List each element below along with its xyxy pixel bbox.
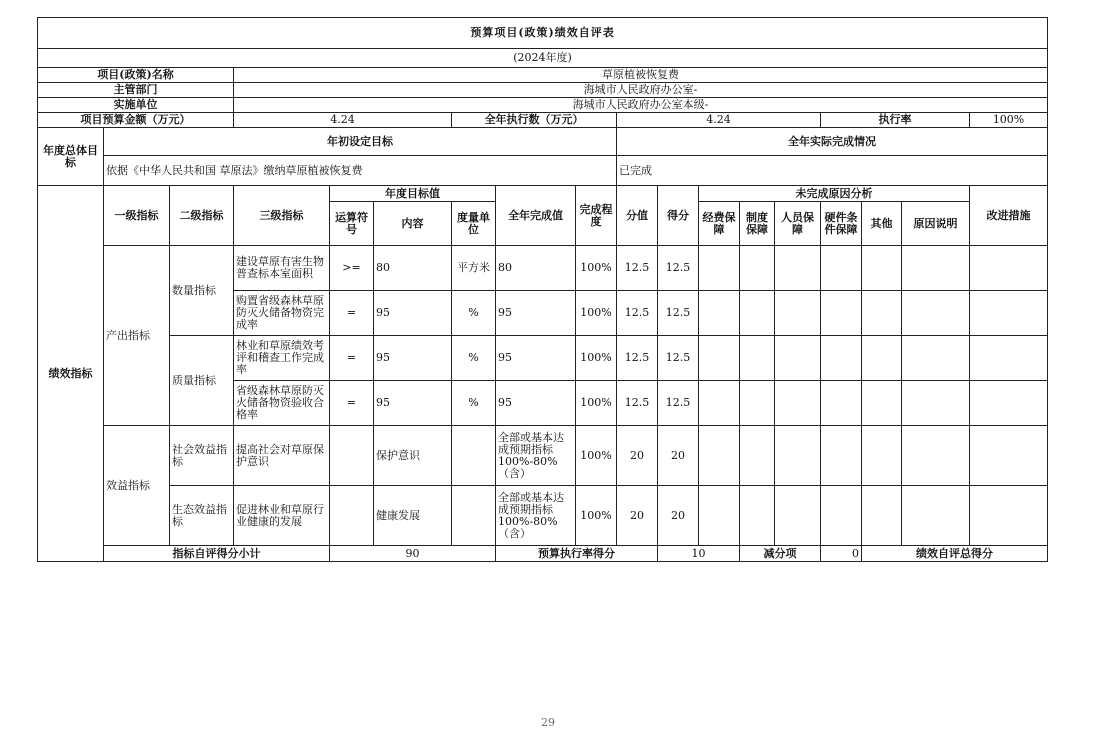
empty-cell xyxy=(699,246,740,291)
empty-cell xyxy=(902,291,970,336)
indicator-degree: 100% xyxy=(576,246,617,291)
table-row xyxy=(38,486,1048,546)
unit-value: 海城市人民政府办公室本级- xyxy=(234,98,1048,113)
unit-header: 度量单位 xyxy=(452,202,496,246)
quantity-indicator-label: 数量指标 xyxy=(170,246,234,336)
indicator-got: 12.5 xyxy=(658,336,699,381)
empty-cell xyxy=(775,426,821,486)
rate-label: 执行率 xyxy=(821,113,970,128)
level2-header: 二级指标 xyxy=(170,186,234,246)
indicator-degree: 100% xyxy=(576,486,617,546)
reason-explain-header: 原因说明 xyxy=(902,202,970,246)
indicator-score: 12.5 xyxy=(617,291,658,336)
deduct-label: 减分项 xyxy=(740,546,821,562)
empty-cell xyxy=(862,291,902,336)
empty-cell xyxy=(902,381,970,426)
subtotal-value: 90 xyxy=(330,546,496,562)
indicator-got: 20 xyxy=(658,426,699,486)
empty-cell xyxy=(902,246,970,291)
quality-indicator-label: 质量指标 xyxy=(170,336,234,426)
table-row xyxy=(38,426,1048,486)
reason-fund-header: 经费保障 xyxy=(699,202,740,246)
indicator-score: 12.5 xyxy=(617,336,658,381)
indicator-actual: 全部或基本达成预期指标100%-80%（含） xyxy=(496,486,576,546)
initial-goal-text: 依据《中华人民共和国 草原法》缴纳草原植被恢复费 xyxy=(104,156,617,186)
indicator-name: 购置省级森林草原防灭火储备物资完成率 xyxy=(234,291,330,336)
indicator-operator: = xyxy=(330,336,374,381)
empty-cell xyxy=(862,426,902,486)
degree-header: 完成程度 xyxy=(576,186,617,246)
exec-value: 4.24 xyxy=(617,113,821,128)
indicator-degree: 100% xyxy=(576,336,617,381)
actual-goal-text: 已完成 xyxy=(617,156,1048,186)
improve-header: 改进措施 xyxy=(970,186,1048,246)
dept-value: 海城市人民政府办公室- xyxy=(234,83,1048,98)
budget-label: 项目预算金额（万元） xyxy=(38,113,234,128)
perf-indicator-label: 绩效指标 xyxy=(38,186,104,562)
indicator-score: 12.5 xyxy=(617,246,658,291)
empty-cell xyxy=(775,336,821,381)
exec-label: 全年执行数（万元） xyxy=(452,113,617,128)
indicator-score: 20 xyxy=(617,426,658,486)
table-row xyxy=(38,246,1048,291)
benefit-indicator-label: 效益指标 xyxy=(104,426,170,546)
indicator-got: 12.5 xyxy=(658,381,699,426)
table-row xyxy=(38,336,1048,381)
indicator-got: 12.5 xyxy=(658,291,699,336)
empty-cell xyxy=(740,486,775,546)
page-subtitle: (2024年度) xyxy=(38,49,1048,68)
empty-cell xyxy=(970,246,1048,291)
empty-cell xyxy=(699,381,740,426)
empty-cell xyxy=(970,426,1048,486)
actual-goal-header: 全年实际完成情况 xyxy=(617,128,1048,156)
indicator-name: 提高社会对草原保护意识 xyxy=(234,426,330,486)
indicator-name: 建设草原有害生物普查标本室面积 xyxy=(234,246,330,291)
indicator-content: 80 xyxy=(374,246,452,291)
empty-cell xyxy=(862,381,902,426)
empty-cell xyxy=(970,336,1048,381)
indicator-content: 95 xyxy=(374,381,452,426)
indicator-actual: 80 xyxy=(496,246,576,291)
indicator-content: 95 xyxy=(374,291,452,336)
indicator-name: 省级森林草原防灭火储备物资验收合格率 xyxy=(234,381,330,426)
empty-cell xyxy=(862,336,902,381)
dept-label: 主管部门 xyxy=(38,83,234,98)
deduct-value: 0 xyxy=(821,546,862,562)
empty-cell xyxy=(970,486,1048,546)
indicator-score: 20 xyxy=(617,486,658,546)
indicator-operator: = xyxy=(330,291,374,336)
empty-cell xyxy=(740,291,775,336)
content-header: 内容 xyxy=(374,202,452,246)
indicator-actual: 95 xyxy=(496,291,576,336)
budget-score-value: 10 xyxy=(658,546,740,562)
empty-cell xyxy=(699,486,740,546)
page-number: 29 xyxy=(541,716,555,729)
indicator-actual: 95 xyxy=(496,381,576,426)
evaluation-sheet xyxy=(37,17,1047,562)
indicator-unit xyxy=(452,426,496,486)
empty-cell xyxy=(821,486,862,546)
operator-header: 运算符号 xyxy=(330,202,374,246)
reason-staff-header: 人员保障 xyxy=(775,202,821,246)
empty-cell xyxy=(821,291,862,336)
empty-cell xyxy=(740,426,775,486)
empty-cell xyxy=(862,486,902,546)
empty-cell xyxy=(902,426,970,486)
unit-label: 实施单位 xyxy=(38,98,234,113)
initial-goal-header: 年初设定目标 xyxy=(104,128,617,156)
indicator-unit: % xyxy=(452,291,496,336)
indicator-operator xyxy=(330,486,374,546)
indicator-operator xyxy=(330,426,374,486)
indicator-operator: >= xyxy=(330,246,374,291)
empty-cell xyxy=(821,426,862,486)
indicator-degree: 100% xyxy=(576,291,617,336)
empty-cell xyxy=(699,336,740,381)
indicator-content: 保护意识 xyxy=(374,426,452,486)
indicator-actual: 全部或基本达成预期指标100%-80%（含） xyxy=(496,426,576,486)
eco-benefit-label: 生态效益指标 xyxy=(170,486,234,546)
reason-hardware-header: 硬件条件保障 xyxy=(821,202,862,246)
empty-cell xyxy=(699,426,740,486)
annual-goal-label: 年度总体目标 xyxy=(38,128,104,186)
empty-cell xyxy=(821,336,862,381)
evaluation-table xyxy=(37,17,1048,562)
indicator-unit: % xyxy=(452,336,496,381)
empty-cell xyxy=(699,291,740,336)
empty-cell xyxy=(775,246,821,291)
empty-cell xyxy=(902,486,970,546)
empty-cell xyxy=(821,246,862,291)
score-header: 分值 xyxy=(617,186,658,246)
indicator-content: 健康发展 xyxy=(374,486,452,546)
empty-cell xyxy=(740,381,775,426)
reason-system-header: 制度保障 xyxy=(740,202,775,246)
indicator-score: 12.5 xyxy=(617,381,658,426)
empty-cell xyxy=(775,381,821,426)
reason-other-header: 其他 xyxy=(862,202,902,246)
indicator-degree: 100% xyxy=(576,426,617,486)
output-indicator-label: 产出指标 xyxy=(104,246,170,426)
empty-cell xyxy=(970,291,1048,336)
indicator-actual: 95 xyxy=(496,336,576,381)
total-score-label: 绩效自评总得分 xyxy=(862,546,1048,562)
social-benefit-label: 社会效益指标 xyxy=(170,426,234,486)
indicator-got: 20 xyxy=(658,486,699,546)
subtotal-label: 指标自评得分小计 xyxy=(104,546,330,562)
indicator-content: 95 xyxy=(374,336,452,381)
indicator-operator: = xyxy=(330,381,374,426)
empty-cell xyxy=(775,291,821,336)
got-header: 得分 xyxy=(658,186,699,246)
empty-cell xyxy=(740,246,775,291)
reason-header: 未完成原因分析 xyxy=(699,186,970,202)
page-title: 预算项目(政策)绩效自评表 xyxy=(38,18,1048,49)
annual-target-header: 年度目标值 xyxy=(330,186,496,202)
indicator-unit: % xyxy=(452,381,496,426)
indicator-name: 林业和草原绩效考评和稽查工作完成率 xyxy=(234,336,330,381)
indicator-name: 促进林业和草原行业健康的发展 xyxy=(234,486,330,546)
indicator-unit: 平方米 xyxy=(452,246,496,291)
actual-value-header: 全年完成值 xyxy=(496,186,576,246)
project-name-value: 草原植被恢复费 xyxy=(234,68,1048,83)
project-name-label: 项目(政策)名称 xyxy=(38,68,234,83)
empty-cell xyxy=(775,486,821,546)
level1-header: 一级指标 xyxy=(104,186,170,246)
budget-score-label: 预算执行率得分 xyxy=(496,546,658,562)
empty-cell xyxy=(862,246,902,291)
empty-cell xyxy=(970,381,1048,426)
empty-cell xyxy=(902,336,970,381)
indicator-unit xyxy=(452,486,496,546)
rate-value: 100% xyxy=(970,113,1048,128)
indicator-degree: 100% xyxy=(576,381,617,426)
indicator-got: 12.5 xyxy=(658,246,699,291)
level3-header: 三级指标 xyxy=(234,186,330,246)
empty-cell xyxy=(821,381,862,426)
budget-value: 4.24 xyxy=(234,113,452,128)
empty-cell xyxy=(740,336,775,381)
